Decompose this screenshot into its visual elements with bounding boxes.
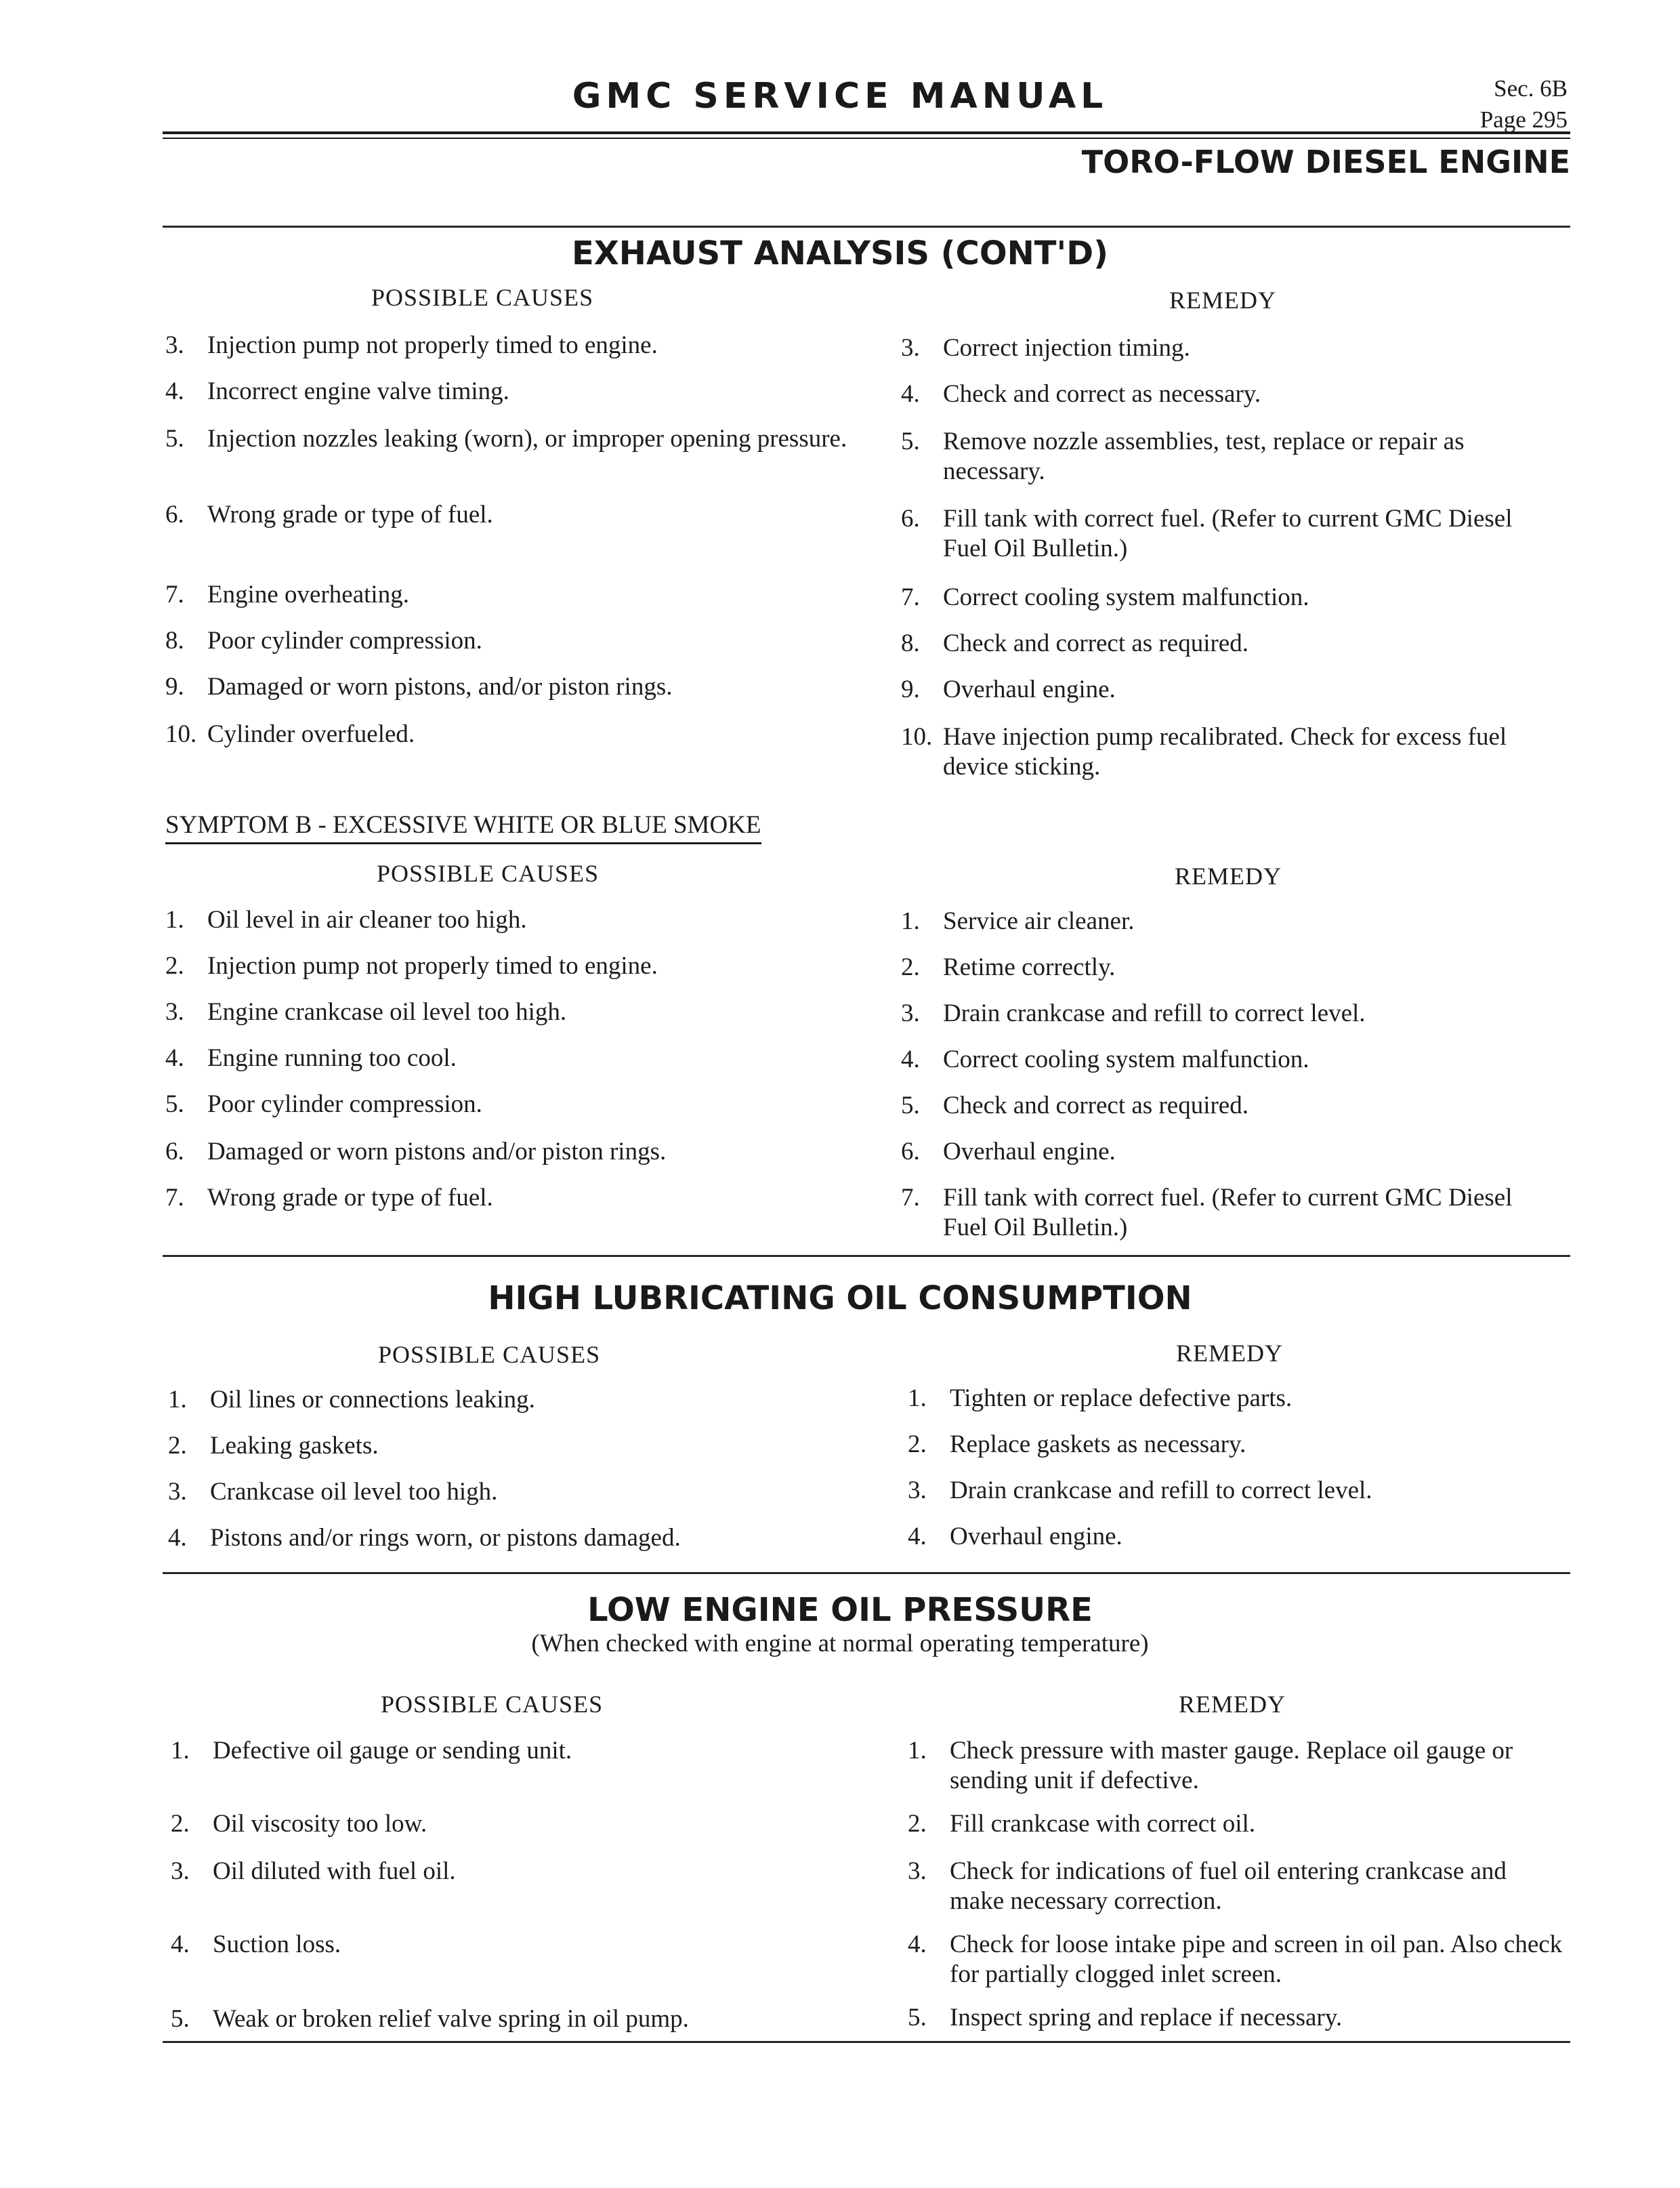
section-number: Sec. 6B [1494, 75, 1568, 102]
symptom-b-heading: SYMPTOM B - EXCESSIVE WHITE OR BLUE SMOKE [165, 810, 761, 844]
high-oil-causes-header: POSSIBLE CAUSES [378, 1341, 601, 1368]
exhaust-analysis-title: EXHAUST ANALYSIS (CONT'D) [571, 234, 1109, 272]
page-number: Page 295 [1479, 106, 1568, 133]
section-divider [163, 1572, 1570, 1574]
header-rule-bottom [163, 138, 1570, 139]
section-page-block [1480, 73, 1568, 136]
bottom-rule [163, 2041, 1570, 2043]
low-pressure-causes-header: POSSIBLE CAUSES [381, 1691, 604, 1718]
low-pressure-remedy-header: REMEDY [1179, 1691, 1286, 1718]
high-oil-remedy-header: REMEDY [1176, 1340, 1283, 1367]
section-divider [163, 226, 1570, 228]
low-oil-pressure-subtitle: (When checked with engine at normal operating temperature) [531, 1630, 1149, 1657]
high-oil-consumption-title: HIGH LUBRICATING OIL CONSUMPTION [488, 1279, 1192, 1317]
header-rule-top [163, 131, 1570, 134]
section-divider [163, 1255, 1570, 1257]
exhaust-remedy-header: REMEDY [1169, 287, 1276, 314]
symptom-b-causes-header: POSSIBLE CAUSES [377, 860, 600, 887]
low-oil-pressure-title: LOW ENGINE OIL PRESSURE [587, 1591, 1093, 1629]
manual-title: GMC SERVICE MANUAL [572, 76, 1108, 117]
symptom-b-remedy-header: REMEDY [1175, 863, 1282, 890]
exhaust-causes-header: POSSIBLE CAUSES [371, 284, 594, 311]
engine-subtitle: TORO-FLOW DIESEL ENGINE [1081, 144, 1570, 180]
